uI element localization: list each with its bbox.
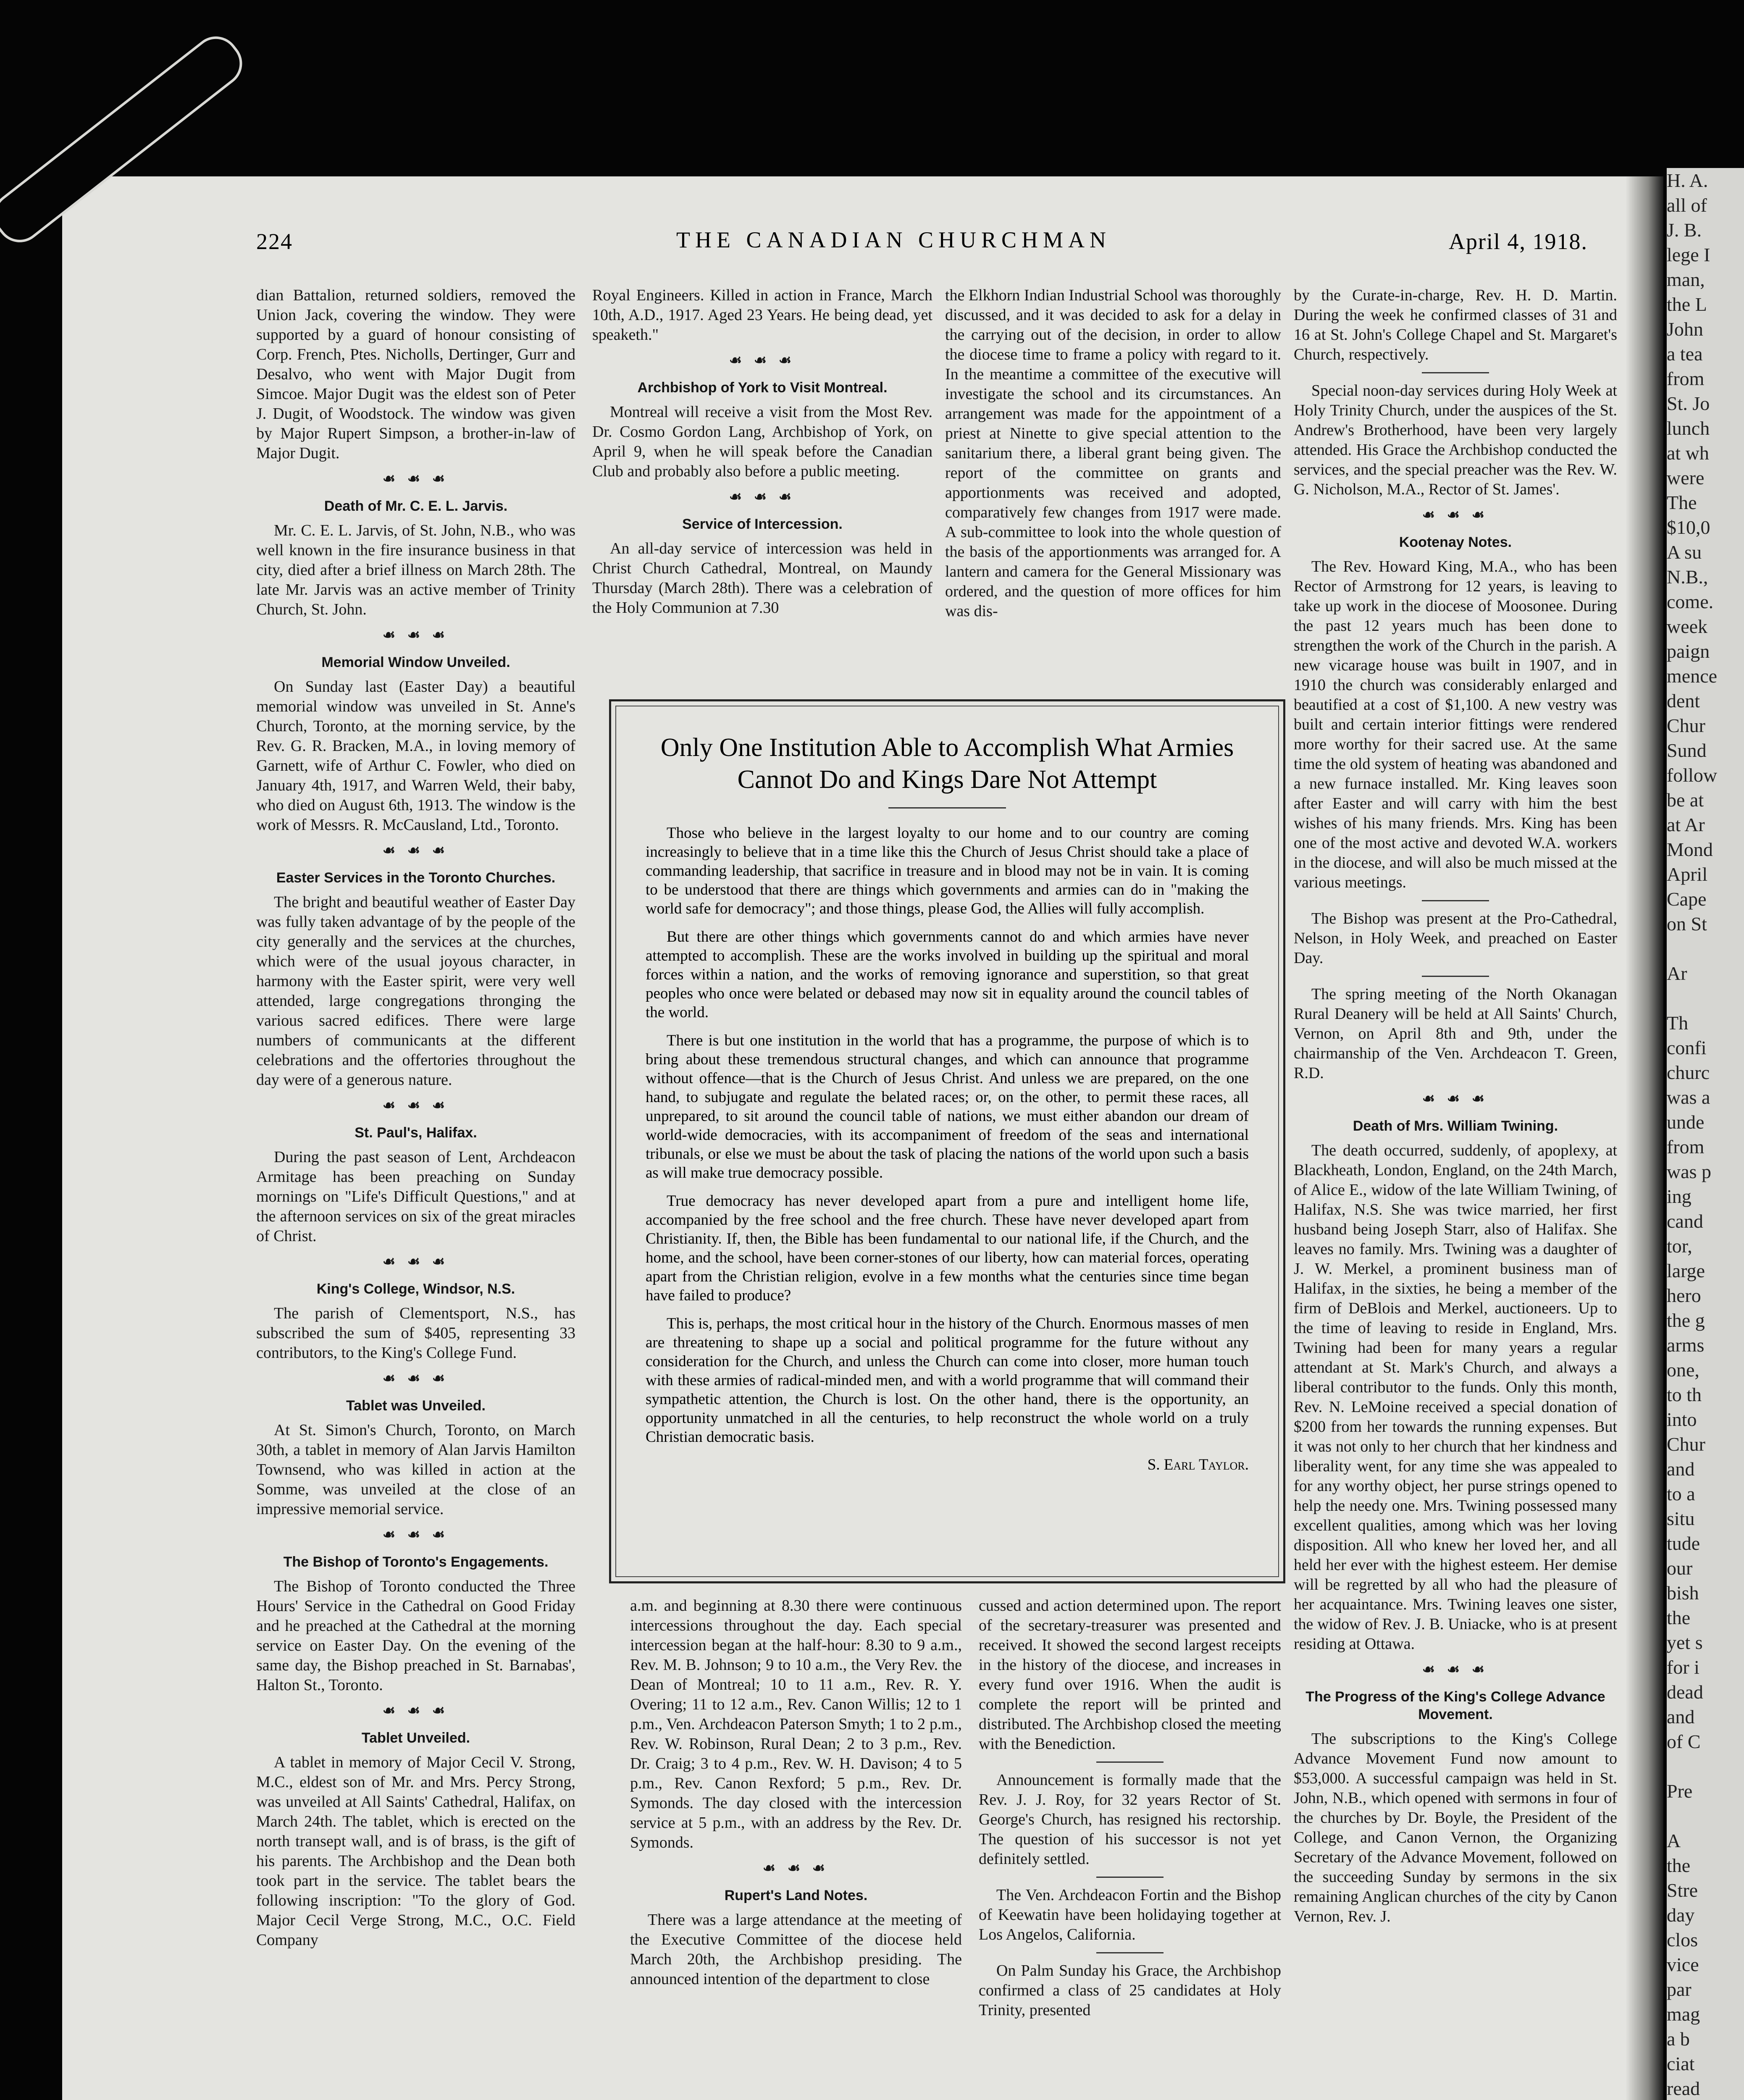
- adjacent-page-fragment: ciat: [1667, 2053, 1695, 2074]
- adjacent-page-fragment: [1667, 1754, 1744, 1779]
- divider: [1422, 900, 1489, 901]
- feature-paragraph: But there are other things which governments cannot do and which armies have never attempted to accomplish. These are the works involved in building up the spiritual and moral forces within a nation, and the works of removing ignorance and superstition, so that great peoples who once were belated or debased may now sit in equality around the council tables of the world.: [646, 928, 1249, 1021]
- column-2-continued: [630, 1596, 962, 1989]
- adjacent-page-fragment: arms: [1667, 1334, 1705, 1356]
- article-text: the Elkhorn Indian Industrial School was thoroughly discussed, and it was decided to ask for a delay in the carrying out of the decision, in order to allow the diocese time to frame a policy with regard to it. In the meantime a committee of the executive will investigate the school and its circumstances. An arrangement was made for the appointment of a priest at Ninette to give special attention to the sanitarium there, a liberal grant being given. The report of the committee on grants and apportionments was received and adopted, comparatively few changes from 1917 were made. A sub-committee to look into the whole question of the basis of the apportionments was arranged for. A lantern and camera for the General Missionary was ordered, and the question of more offices for him was dis-: [945, 286, 1281, 620]
- adjacent-page-fragment: A su: [1667, 541, 1702, 563]
- adjacent-page-fragment: Stre: [1667, 1880, 1698, 1901]
- article-heading: The Bishop of Toronto's Engagements.: [283, 1554, 549, 1570]
- adjacent-page-fragment: John: [1667, 318, 1703, 340]
- article-text: The Bishop of Toronto conducted the Three Hours' Service in the Cathedral on Good Friday and he preached at the Cathedral at the morning service on Easter Day. On the evening of the same day, the Bishop preached in St. Barnabas', Halton St., Toronto.: [256, 1578, 575, 1694]
- adjacent-page-fragment: A: [1667, 1830, 1681, 1851]
- article-text: Special noon-day services during Holy Week at Holy Trinity Church, under the auspices of the St. Andrew's Brotherhood, have been very largely attended. His Grace the Archbishop conducted the services, and the special preacher was the Rev. W. G. Nicholson, M.A., Rector of St. James'.: [1294, 382, 1617, 498]
- adjacent-page-fragment: one,: [1667, 1359, 1699, 1381]
- article-heading: Kootenay Notes.: [1399, 534, 1512, 550]
- article-heading: Easter Services in the Toronto Churches.: [276, 870, 556, 886]
- adjacent-page-fragment: Ar: [1667, 963, 1687, 984]
- article-text: The Ven. Archdeacon Fortin and the Bishop of Keewatin have been holidaying together at Los Angelos, California.: [979, 1886, 1281, 1943]
- adjacent-page-fragment: the: [1667, 1607, 1691, 1628]
- adjacent-page-fragment: paign: [1667, 640, 1710, 662]
- adjacent-page-fragment: was p: [1667, 1161, 1712, 1182]
- adjacent-page-fragment: was a: [1667, 1087, 1710, 1108]
- article-heading: Memorial Window Unveiled.: [321, 654, 510, 670]
- adjacent-page-fragment: The: [1667, 492, 1697, 513]
- adjacent-page-fragment: Pre: [1667, 1780, 1693, 1802]
- article-text: Royal Engineers. Killed in action in France, March 10th, A.D., 1917. Aged 23 Years. He being dead, yet speaketh.": [592, 286, 932, 344]
- ornament: ☙ ☙ ☙: [382, 1098, 449, 1113]
- article-text: Mr. C. E. L. Jarvis, of St. John, N.B., who was well known in the fire insurance business in that city, died after a brief illness on March 28th. The late Mr. Jarvis was an active member of Trinity Church, St. John.: [256, 522, 575, 618]
- adjacent-page-fragment: unde: [1667, 1111, 1705, 1133]
- adjacent-page-fragment: vice: [1667, 1954, 1699, 1975]
- adjacent-page-fragment: Chur: [1667, 715, 1705, 736]
- adjacent-page-fragment: [1667, 936, 1744, 961]
- adjacent-page-fragment: confi: [1667, 1037, 1707, 1058]
- article-text: The spring meeting of the North Okanagan Rural Deanery will be held at All Saints' Church, Vernon, on April 8th and 9th, under the chairmanship of the Ven. Archdeacon T. Green, R.D.: [1294, 985, 1617, 1082]
- adjacent-page-fragment: churc: [1667, 1062, 1710, 1083]
- divider: [1096, 1952, 1164, 1953]
- article-heading: St. Paul's, Halifax.: [355, 1125, 477, 1141]
- article-text: The bright and beautiful weather of Easter Day was fully taken advantage of by the people of the city generally and the services at the churches, which were of the usual joyous character, in harmony with the Easter spirit, were very well attended, large congregations thronging the various sacred edifices. There were large numbers of communicants at the different celebrations and the offertories throughout the day were of a generous nature.: [256, 893, 575, 1089]
- adjacent-page-fragment: April: [1667, 864, 1708, 885]
- article-text: cussed and action determined upon. The report of the secretary-treasurer was presented and received. It showed the second largest receipts in the history of the diocese, and increases in every fund over 1916. When the audit is complete the report will be printed and distributed. The Archbishop closed the meeting with the Benediction.: [979, 1597, 1281, 1753]
- article-heading: Tablet Unveiled.: [361, 1730, 470, 1746]
- article-heading: Rupert's Land Notes.: [724, 1887, 868, 1903]
- adjacent-page-fragment: our: [1667, 1557, 1693, 1579]
- article-text: by the Curate-in-charge, Rev. H. D. Martin. During the week he confirmed classes of 31 and 16 at St. John's College Chapel and St. Margaret's Church, respectively.: [1294, 286, 1617, 363]
- feature-paragraph: True democracy has never developed apart from a pure and intelligent home life, accompanied by the free school and the free church. These have never developed apart from Christianity. If, then, the Bible has been fundamental to our national life, if the Church, and the home, and the school, have been corner-stones of our liberty, how can material forces, operating apart from the Christian religion, evolve in a few months what the centuries since time began have failed to produce?: [646, 1192, 1249, 1304]
- adjacent-page-fragment: and: [1667, 1458, 1695, 1480]
- article-heading: Death of Mr. C. E. L. Jarvis.: [324, 498, 508, 514]
- adjacent-page-fragment: of C: [1667, 1731, 1701, 1752]
- adjacent-page-fragment: week: [1667, 616, 1708, 637]
- adjacent-page-fragment: were: [1667, 467, 1705, 488]
- adjacent-page-fragment: dead: [1667, 1681, 1703, 1703]
- adjacent-page-fragment: come.: [1667, 591, 1714, 612]
- article-text: There was a large attendance at the meeting of the Executive Committee of the diocese held March 20th, the Archbishop presiding. The announced intention of the department to close: [630, 1911, 962, 1988]
- adjacent-page-fragment: J. B.: [1667, 219, 1702, 241]
- adjacent-page-fragment: at Ar: [1667, 814, 1705, 835]
- divider: [1422, 372, 1489, 373]
- ornament: ☙ ☙ ☙: [762, 1861, 830, 1876]
- adjacent-page-fragment: lege I: [1667, 244, 1710, 265]
- adjacent-page-strip: [1667, 168, 1744, 2100]
- adjacent-page-fragment: the L: [1667, 294, 1707, 315]
- article-text: During the past season of Lent, Archdeacon Armitage has been preaching on Sunday mornings on "Life's Difficult Questions," and at the afternoon services on six of the great miracles of Christ.: [256, 1148, 575, 1245]
- feature-paragraph: Those who believe in the largest loyalty to our home and to our country are coming increasingly to believe that in a time like this the Church of Jesus Christ should take a place of commanding leadership, that sacrifice in treasure and in blood may not be in vain. It is coming to be understood that there are things which governments and armies can do in "making the world safe for democracy"; and those things, please God, the Allies will fully accomplish.: [646, 824, 1249, 917]
- adjacent-page-fragment: dent: [1667, 690, 1700, 711]
- article-text: dian Battalion, returned soldiers, removed the Union Jack, covering the window. They were supported by a guard of honour consisting of Corp. French, Ptes. Nicholls, Dertinger, Gurr and Desalvo, who went with Major Dugit from Simcoe. Major Dugit was the eldest son of Peter J. Dugit, of Woodstock. The window was given by Major Rupert Simpson, a brother-in-law of Major Dugit.: [256, 286, 575, 462]
- article-text: The death occurred, suddenly, of apoplexy, at Blackheath, London, England, on the 24th March, of Alice E., widow of the late William Twining, of Halifax, N.S. She was twice married, her first husband being Joseph Starr, also of Halifax. She leaves no family. Mrs. Twining was a daughter of J. W. Merkel, a prominent business man of Halifax, in the sixties, he being a member of the firm of DeBlois and Merkel, auctioneers. Up to the time of leaving to reside in England, Mrs. Twining had been for many years a regular attendant at St. Mark's Church, and always a liberal contributor to the funds. Only this month, Rev. N. LeMoine received a special donation of $200 from her towards the running expenses. But it was not only to her church that her kindness and liberality went, for any time she was appealed to for any worthy object, her purse strings opened to help the needy one. Mrs. Twining possessed many excellent qualities, among which was her loving disposition. All who knew her loved her, and all held her ever with the highest esteem. Her demise will be regretted by all who had the pleasure of her acquaintance. Mrs. Twining leaves one sister, the widow of Rev. J. B. Uniacke, who is at present residing at Ottawa.: [1294, 1142, 1617, 1653]
- adjacent-page-fragment: Cape: [1667, 888, 1707, 910]
- ornament: ☙ ☙ ☙: [382, 1703, 449, 1719]
- adjacent-page-fragment: a tea: [1667, 343, 1703, 365]
- ornament: ☙ ☙ ☙: [382, 843, 449, 858]
- adjacent-page-fragment: from: [1667, 1136, 1705, 1158]
- column-4: [1294, 286, 1617, 1927]
- article-text: The subscriptions to the King's College Advance Movement Fund now amount to $53,000. A successful campaign was held in St. John, N.B., which opened with sermons in four of the churches by Dr. Boyle, the President of the College, and Canon Vernon, the Organizing Secretary of the Advance Movement, followed on the succeeding Sunday by sermons in the six remaining Anglican churches of the city by Canon Vernon, Rev. J.: [1294, 1730, 1617, 1925]
- adjacent-page-fragment: $10,0: [1667, 517, 1710, 538]
- article-text: An all-day service of intercession was held in Christ Church Cathedral, Montreal, on Maundy Thursday (March 28th). There was a celebration of the Holy Communion at 7.30: [592, 540, 932, 617]
- adjacent-page-fragment: the g: [1667, 1310, 1705, 1331]
- adjacent-page-fragment: to th: [1667, 1384, 1702, 1405]
- divider: [888, 807, 1006, 808]
- masthead-title: THE CANADIAN CHURCHMAN: [676, 227, 1111, 252]
- ornament: ☙ ☙ ☙: [382, 1527, 449, 1543]
- ornament: ☙ ☙ ☙: [729, 353, 796, 368]
- article-heading: Archbishop of York to Visit Montreal.: [637, 380, 888, 396]
- adjacent-page-fragment: to a: [1667, 1483, 1695, 1504]
- column-3-continued: [979, 1596, 1281, 2020]
- article-text: At St. Simon's Church, Toronto, on March 30th, a tablet in memory of Alan Jarvis Hamilton Townsend, who was killed in action at the Somme, was unveiled at the close of an impressive memorial service.: [256, 1421, 575, 1518]
- ornament: ☙ ☙ ☙: [1422, 507, 1489, 523]
- ornament: ☙ ☙ ☙: [1422, 1662, 1489, 1677]
- adjacent-page-fragment: follow: [1667, 764, 1718, 786]
- article-text: The Bishop was present at the Pro-Cathedral, Nelson, in Holy Week, and preached on Easter Day.: [1294, 910, 1617, 967]
- feature-title: Only One Institution Able to Accomplish What Armies Cannot Do and Kings Dare Not Attempt: [660, 733, 1234, 794]
- adjacent-page-fragment: St. Jo: [1667, 393, 1710, 414]
- article-text: On Sunday last (Easter Day) a beautiful memorial window was unveiled in St. Anne's Church, Toronto, at the morning service, by the Rev. G. R. Bracken, M.A., in loving memory of Garnett, wife of Arthur C. Fowler, who died on January 4th, 1917, and Warren Weld, their baby, who died on August 6th, 1913. The window is the work of Messrs. R. McCausland, Ltd., Toronto.: [256, 678, 575, 834]
- article-text: On Palm Sunday his Grace, the Archbishop confirmed a class of 25 candidates at Holy Trinity, presented: [979, 1962, 1281, 2019]
- adjacent-page-fragment: mence: [1667, 665, 1718, 687]
- article-text: Announcement is formally made that the Rev. J. J. Roy, for 32 years Rector of St. George's Church, has resigned his rectorship. The question of his successor is not yet definitely settled.: [979, 1771, 1281, 1868]
- divider: [1096, 1761, 1164, 1763]
- adjacent-page-fragment: tude: [1667, 1533, 1700, 1554]
- adjacent-page-fragment: man,: [1667, 269, 1705, 290]
- feature-signature: S. Earl Taylor.: [1147, 1456, 1249, 1473]
- adjacent-page-fragment: Sund: [1667, 740, 1707, 761]
- feature-paragraph: There is but one institution in the world that has a programme, the purpose of which is to bring about these tremendous structural changes, and which can announce that programme without offence—that is the Church of Jesus Christ. And unless we are prepared, on the one hand, to subjugate and regulate the belated races; or, on the other, to permit these races, all unprepared, to sit around the council table of nations, we must either abandon our dream of world-wide democracies, with its accompaniment of freedom of the seas and international tribunals, or else we must be about the task of placing the nations of the world upon such a basis as will make true democracy possible.: [646, 1032, 1249, 1181]
- adjacent-page-fragment: [1667, 986, 1744, 1011]
- adjacent-page-fragment: ing: [1667, 1186, 1691, 1207]
- adjacent-page-fragment: yet s: [1667, 1632, 1703, 1653]
- page-number: 224: [256, 229, 293, 254]
- adjacent-page-fragment: be at: [1667, 789, 1704, 811]
- adjacent-page-fragment: cand: [1667, 1210, 1703, 1232]
- adjacent-page-fragment: Th: [1667, 1012, 1689, 1034]
- article-text: The parish of Clementsport, N.S., has subscribed the sum of $405, representing 33 contributors, to the King's College Fund.: [256, 1305, 575, 1362]
- divider: [1422, 976, 1489, 977]
- article-heading: Tablet was Unveiled.: [346, 1398, 486, 1414]
- adjacent-page-fragment: read: [1667, 2078, 1700, 2099]
- column-3: [945, 286, 1281, 621]
- ornament: ☙ ☙ ☙: [382, 627, 449, 643]
- adjacent-page-fragment: and: [1667, 1706, 1695, 1727]
- boxed-feature-article: [609, 699, 1285, 1583]
- adjacent-page-fragment: into: [1667, 1409, 1697, 1430]
- divider: [1096, 1877, 1164, 1878]
- binding-gutter: [1626, 176, 1663, 2100]
- article-heading: Death of Mrs. William Twining.: [1353, 1118, 1558, 1134]
- adjacent-page-fragment: tor,: [1667, 1235, 1692, 1257]
- column-1: [256, 286, 575, 1950]
- article-heading: Service of Intercession.: [682, 516, 843, 532]
- article-text: A tablet in memory of Major Cecil V. Strong, M.C., eldest son of Mr. and Mrs. Percy Strong, was unveiled at All Saints' Cathedral, Halifax, on March 24th. The tablet, which is erected on the north transept wall, and is of brass, is the gift of his parents. The Archbishop and the Dean both took part in the service. The tablet bears the following inscription: "To the glory of God. Major Cecil Verge Strong, M.C., O.C. Field Company: [256, 1754, 575, 1949]
- ornament: ☙ ☙ ☙: [729, 489, 796, 505]
- adjacent-page-fragment: a b: [1667, 2028, 1690, 2050]
- ornament: ☙ ☙ ☙: [382, 1371, 449, 1386]
- adjacent-page-fragment: mag: [1667, 2003, 1700, 2025]
- adjacent-page-fragment: situ: [1667, 1508, 1695, 1529]
- adjacent-page-fragment: par: [1667, 1979, 1691, 2000]
- ornament: ☙ ☙ ☙: [382, 471, 449, 487]
- adjacent-page-fragment: hero: [1667, 1285, 1701, 1306]
- adjacent-page-fragment: Chur: [1667, 1433, 1705, 1455]
- page-header: [256, 227, 1588, 260]
- adjacent-page-fragment: all of: [1667, 194, 1707, 216]
- adjacent-page-fragment: at wh: [1667, 442, 1709, 464]
- adjacent-page-fragment: large: [1667, 1260, 1705, 1281]
- article-text: a.m. and beginning at 8.30 there were continuous intercessions throughout the day. Each special intercession began at the half-hour: 8.30 to 9 a.m., Rev. M. B. Johnson; 9 to 10 a.m., the Very Rev. the Dean of Montreal; 10 to 11 a.m., Rev. R. Y. Overing; 11 to 12 a.m., Rev. Canon Willis; 12 to 1 p.m., Ven. Archdeacon Paterson Smyth; 1 to 2 p.m., Rev. W. Robinson, Rural Dean; 2 to 3 p.m., Rev. Dr. Craig; 3 to 4 p.m., Rev. W. H. Davison; 4 to 5 p.m., Rev. Canon Rexford; 5 p.m., Rev. Dr. Symonds. The day closed with the intercession service at 5 p.m., with an address by the Rev. Dr. Symonds.: [630, 1597, 962, 1851]
- adjacent-page-fragment: on St: [1667, 913, 1707, 934]
- adjacent-page-fragment: N.B.,: [1667, 566, 1708, 588]
- adjacent-page-fragment: for i: [1667, 1656, 1699, 1678]
- ornament: ☙ ☙ ☙: [1422, 1091, 1489, 1107]
- feature-paragraph: This is, perhaps, the most critical hour in the history of the Church. Enormous masses of men are threatening to shape up a social and political programme for the future without any consideration for the Church, and unless the Church can come into closer, more human touch with these armies of radical-minded men, and with a world programme that will command their sympathetic attention, the Church is lost. On the other hand, there is the opportunity, an opportunity unmatched in all the centuries, to help reconstruct the whole world on a truly Christian democratic basis.: [646, 1315, 1249, 1446]
- article-heading: The Progress of the King's College Advance Movement.: [1305, 1689, 1605, 1722]
- adjacent-page-fragment: Mond: [1667, 839, 1713, 860]
- adjacent-page-fragment: lunch: [1667, 417, 1710, 439]
- adjacent-page-fragment: day: [1667, 1904, 1695, 1926]
- ornament: ☙ ☙ ☙: [382, 1254, 449, 1270]
- adjacent-page-fragment: clos: [1667, 1929, 1698, 1950]
- adjacent-page-fragment: H. A.: [1667, 170, 1708, 191]
- issue-date: April 4, 1918.: [1449, 229, 1588, 254]
- adjacent-page-fragment: bish: [1667, 1582, 1699, 1604]
- adjacent-page-fragment: the: [1667, 1855, 1691, 1876]
- adjacent-page-fragment: [1667, 1803, 1744, 1828]
- article-text: Montreal will receive a visit from the Most Rev. Dr. Cosmo Gordon Lang, Archbishop of York, on April 9, when he will speak before the Canadian Club and probably also before a public meeting.: [592, 403, 932, 480]
- article-text: The Rev. Howard King, M.A., who has been Rector of Armstrong for 12 years, is leaving to take up work in the diocese of Moosonee. During the past 12 years much has been done to strengthen the work of the Church in the parish. A new vicarage house was built in 1907, and in 1910 the church was considerably enlarged and beautified at a cost of $1,100. A new vestry was built and certain interior fittings were rendered more worthy for their sacred use. At the same time the old system of heating was abandoned and a new furnace installed. Mr. King leaves soon after Easter and will carry with him the best wishes of his many friends. Mrs. King has been one of the most active and devoted W.A. workers in the diocese, and will also be much missed at the various meetings.: [1294, 558, 1617, 891]
- article-heading: King's College, Windsor, N.S.: [316, 1281, 515, 1297]
- column-2: [592, 286, 932, 618]
- adjacent-page-fragment: from: [1667, 368, 1705, 389]
